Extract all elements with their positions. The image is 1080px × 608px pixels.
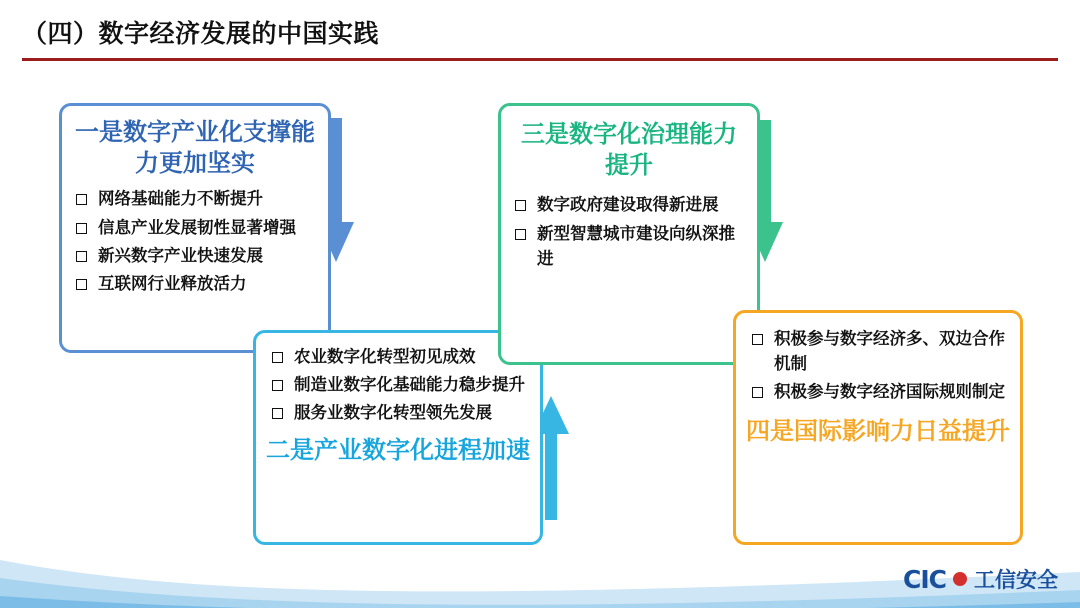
list-item: 制造业数字化基础能力稳步提升 xyxy=(272,373,530,398)
card-bullet-list xyxy=(272,345,530,426)
card-digital-industrialization xyxy=(59,103,331,353)
list-item: 积极参与数字经济国际规则制定 xyxy=(752,380,1008,405)
card-heading: 二是产业数字化进程加速 xyxy=(266,437,530,465)
card-bullet-list xyxy=(515,193,747,271)
list-item: 信息产业发展韧性显著增强 xyxy=(76,216,318,241)
card-heading: 一是数字产业化支撑能力更加坚实 xyxy=(75,119,315,177)
brand-logo xyxy=(903,564,1058,594)
list-item: 互联网行业释放活力 xyxy=(76,272,318,297)
logo-dot-icon xyxy=(953,572,967,586)
card-heading: 三是数字化治理能力提升 xyxy=(521,121,737,179)
page-title: （四）数字经济发展的中国实践 xyxy=(22,20,380,48)
logo-text: 工信安全 xyxy=(974,569,1058,592)
card-heading: 四是国际影响力日益提升 xyxy=(746,418,1010,446)
title-divider xyxy=(22,58,1058,61)
card-digital-governance xyxy=(498,103,760,365)
list-item: 服务业数字化转型领先发展 xyxy=(272,401,530,426)
list-item: 新型智慧城市建设向纵深推进 xyxy=(515,222,747,272)
list-item: 新兴数字产业快速发展 xyxy=(76,244,318,269)
list-item: 网络基础能力不断提升 xyxy=(76,187,318,212)
logo-mark: CIC xyxy=(903,564,946,594)
list-item: 农业数字化转型初见成效 xyxy=(272,345,530,370)
card-bullet-list xyxy=(76,187,318,296)
list-item: 数字政府建设取得新进展 xyxy=(515,193,747,218)
list-item: 积极参与数字经济多、双边合作机制 xyxy=(752,327,1008,377)
card-bullet-list xyxy=(752,327,1008,405)
